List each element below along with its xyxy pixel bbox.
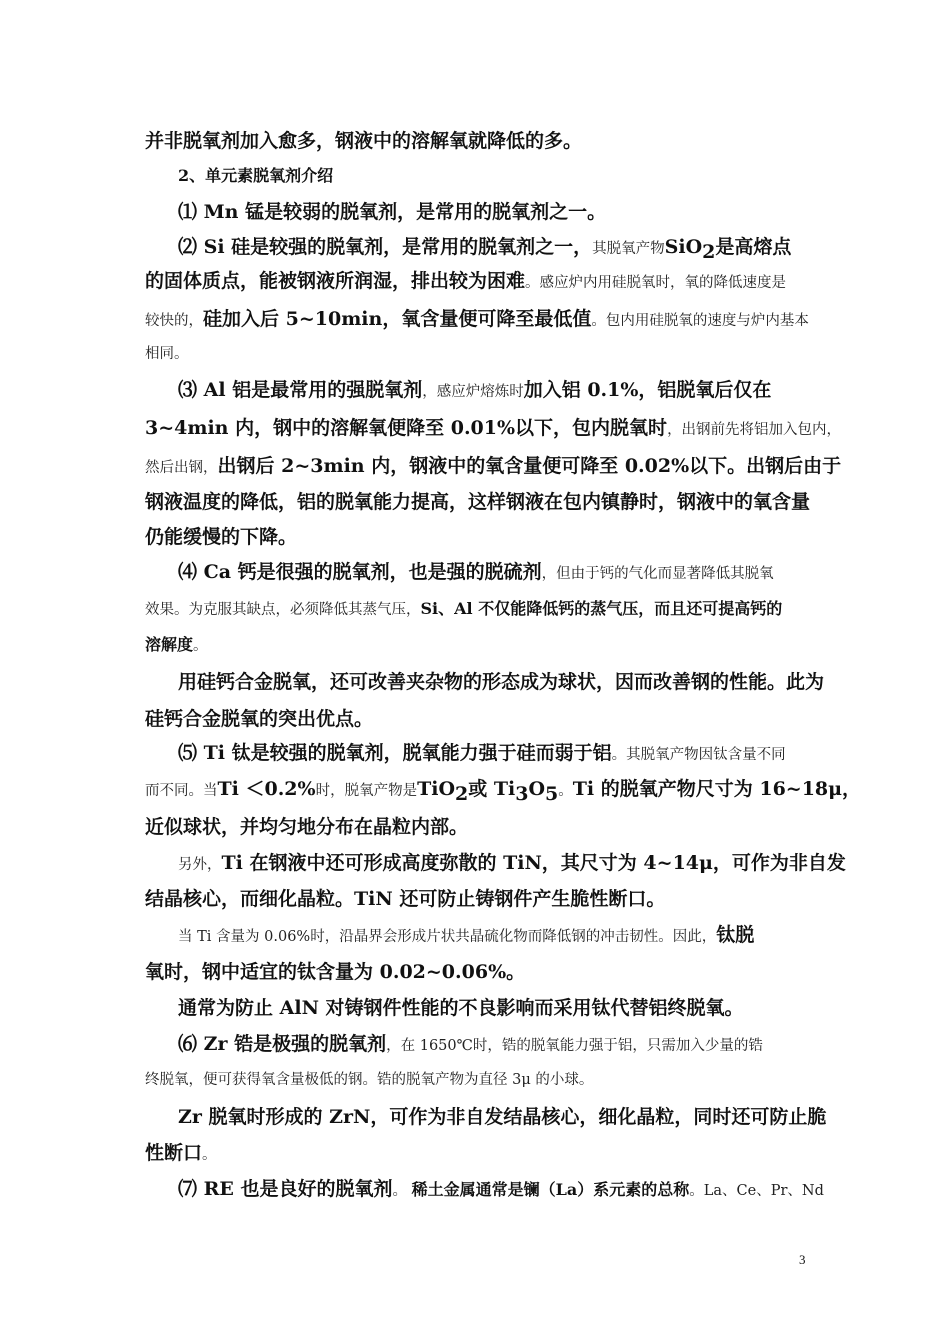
subscript: 2 [455, 782, 469, 805]
text-line [145, 126, 582, 153]
text-run: 其脱氧产物 [592, 241, 665, 257]
subscript: 5 [545, 782, 559, 805]
text-line [178, 738, 786, 765]
text-run: ⑺ RE 也是良好的脱氧剂 [178, 1178, 393, 1200]
text-run: 。La、Ce、Pr、Nd [689, 1183, 824, 1199]
text-run: 。 [202, 1147, 217, 1163]
text-run: 溶解度 [145, 635, 194, 654]
text-run: 。其脱氧产物因钛含量不同 [611, 747, 786, 763]
text-line [145, 304, 809, 331]
subscript: 3 [515, 782, 529, 805]
text-line [145, 413, 841, 440]
text-run: 近似球状，并均匀地分布在晶粒内部。 [145, 816, 469, 838]
text-run: Ti 在钢液中还可形成高度弥散的 TiN，其尺寸为 4~14μ，可作为非自发 [221, 852, 846, 874]
text-line [145, 342, 189, 363]
text-run: O [528, 778, 546, 800]
text-line [145, 812, 468, 839]
text-run: 用硅钙合金脱氧，还可改善夹杂物的形态成为球状，因而改善钢的性能。此为 [178, 671, 825, 693]
text-run: 仍能缓慢的下降。 [145, 526, 298, 548]
text-line [145, 487, 810, 514]
text-run: 时，脱氧产物是 [315, 783, 418, 799]
text-line [178, 375, 771, 402]
text-run: 通常为防止 AlN 对铸钢件性能的不良影响而采用钛代替铝终脱氧。 [178, 997, 744, 1019]
text-line [145, 596, 782, 619]
text-run: 硅加入后 5~10min，氧含量便可降至最低值 [203, 308, 592, 330]
text-line [145, 632, 208, 655]
text-run: Ti ＜0.2% [217, 778, 316, 800]
text-run: 。 [558, 783, 573, 799]
text-run: ⑷ Ca 钙是很强的脱氧剂，也是强的脱硫剂 [178, 561, 542, 583]
text-run: 当 Ti 含量为 0.06%时，沿晶界会形成片状共晶硫化物而降低钢的冲击韧性。因此， [178, 929, 717, 945]
text-line [145, 774, 862, 805]
text-line [178, 557, 774, 584]
text-run: ⑵ Si 硅是较强的脱氧剂，是常用的脱氧剂之一， [178, 236, 593, 258]
text-run: Zr 脱氧时形成的 ZrN，可作为非自发结晶核心，细化晶粒，同时还可防止脆 [178, 1106, 827, 1128]
text-run: ⑶ Al 铝是最常用的强脱氧剂 [178, 379, 423, 401]
text-run: 或 Ti [468, 778, 516, 800]
text-run: 。 [193, 638, 208, 654]
text-run: 出钢后 2~3min 内，钢液中的氧含量便可降至 0.02%以下。出钢后由于 [217, 455, 842, 477]
text-line [145, 266, 786, 293]
text-run: 硅钙合金脱氧的突出优点。 [145, 708, 374, 730]
section-heading [178, 163, 333, 186]
text-run: ，在 1650℃时，锆的脱氧能力强于铝，只需加入少量的锆 [386, 1038, 763, 1054]
text-run: 而不同。当 [145, 783, 218, 799]
text-run: 然后出钢， [145, 460, 218, 476]
text-run: 。感应炉内用硅脱氧时，氧的降低速度是 [525, 275, 787, 291]
text-line [145, 704, 373, 731]
text-run: ⑸ Ti 钛是较强的脱氧剂，脱氧能力强于硅而弱于铝 [178, 742, 612, 764]
text-run: 钢液温度的降低，铝的脱氧能力提高，这样钢液在包内镇静时，钢液中的氧含量 [145, 491, 811, 513]
text-line [178, 1029, 763, 1056]
text-line [178, 993, 744, 1020]
text-run: 性断口 [145, 1142, 203, 1164]
text-line [145, 884, 665, 911]
text-line [145, 1138, 217, 1165]
text-run: ⑴ Mn 锰是较弱的脱氧剂，是常用的脱氧剂之一。 [178, 201, 607, 223]
text-run: 。包内用硅脱氧的速度与炉内基本 [591, 313, 809, 329]
text-run: ⑹ Zr 锆是极强的脱氧剂 [178, 1033, 387, 1055]
text-run: 加入铝 0.1%，铝脱氧后仅在 [523, 379, 772, 401]
text-run: 稀土金属通常是镧（La）系元素的总称 [411, 1180, 690, 1199]
text-line [178, 1102, 826, 1129]
text-run: Si、Al 不仅能降低钙的蒸气压，而且还可提高钙的 [420, 599, 783, 618]
text-run: Ti 的脱氧产物尺寸为 16~18μ， [572, 778, 862, 800]
text-run: 相同。 [145, 346, 189, 362]
text-run: 是高熔点 [715, 236, 792, 258]
text-line [178, 1174, 824, 1201]
text-run: 较快的， [145, 313, 203, 329]
text-run: 氧时，钢中适宜的钛含量为 0.02~0.06%。 [145, 961, 526, 983]
page-number: 3 [799, 1252, 806, 1267]
text-line [178, 197, 606, 224]
text-run: 终脱氧，便可获得氧含量极低的钢。锆的脱氧产物为直径 3μ 的小球。 [145, 1072, 594, 1088]
text-run: 效果。为克服其缺点，必须降低其蒸气压， [145, 602, 421, 618]
text-run: 3~4min 内，钢中的溶解氧便降至 0.01%以下，包内脱氧时 [145, 417, 668, 439]
text-run: 钛脱 [716, 924, 755, 946]
text-line [178, 232, 792, 263]
text-line [145, 451, 841, 478]
text-line [178, 667, 824, 694]
text-run: ，但由于钙的气化而显著降低其脱氧 [541, 566, 774, 582]
text-run: SiO [664, 236, 703, 258]
text-line [145, 1068, 593, 1089]
subscript: 2 [702, 240, 716, 263]
text-line [178, 848, 846, 875]
text-run: 并非脱氧剂加入愈多，钢液中的溶解氧就降低的多。 [145, 130, 583, 152]
text-run: TiO [417, 778, 456, 800]
text-run: 另外， [178, 857, 222, 873]
text-run: 。 [392, 1183, 412, 1199]
text-run: 2、单元素脱氧剂介绍 [178, 166, 334, 185]
text-run: ，感应炉熔炼时 [422, 384, 524, 400]
text-run: 结晶核心，而细化晶粒。TiN 还可防止铸钢件产生脆性断口。 [145, 888, 666, 910]
text-line [145, 522, 297, 549]
text-line [178, 920, 754, 947]
text-line [145, 957, 525, 984]
text-run: ，出钢前先将铝加入包内， [667, 422, 842, 438]
text-run: 的固体质点，能被钢液所润湿，排出较为困难 [145, 270, 526, 292]
